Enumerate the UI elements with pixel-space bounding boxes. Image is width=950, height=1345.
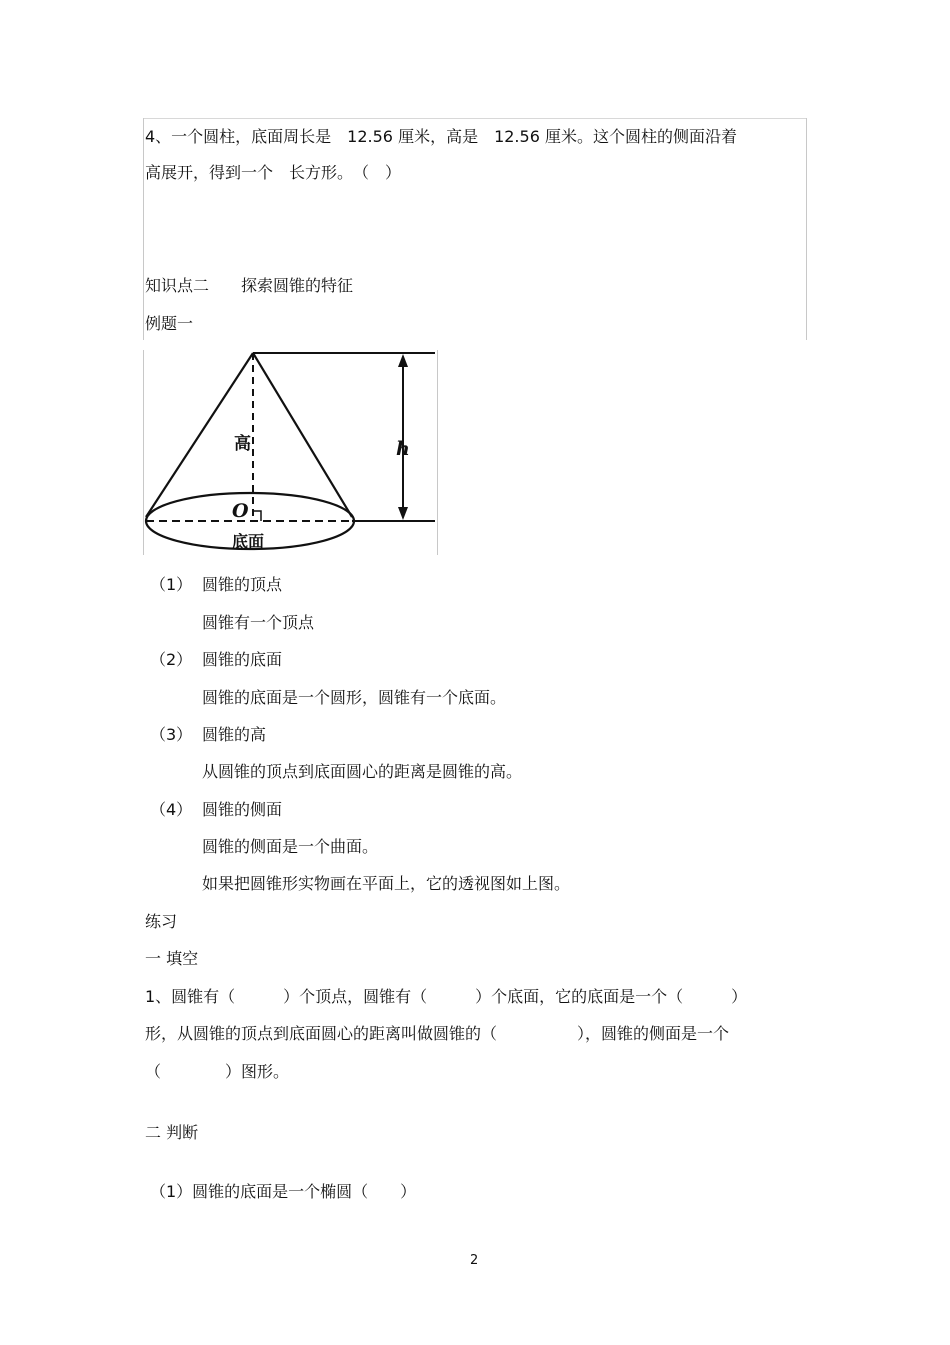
question-4-line-1: 4、一个圆柱，底面周长是 12.56 厘米，高是 12.56 厘米。这个圆柱的侧面沿着	[145, 127, 737, 146]
height-arrow-top	[398, 354, 408, 367]
feature-4-number: （4）	[150, 800, 193, 819]
question-4-line-2: 高展开，得到一个 长方形。 （ ）	[145, 163, 402, 182]
height-arrow-bottom	[398, 507, 408, 520]
center-o-label: O	[232, 500, 249, 522]
feature-1-number: （1）	[150, 575, 193, 594]
feature-3-number: （3）	[150, 725, 193, 744]
right-angle-mark	[253, 511, 261, 521]
feature-2-number: （2）	[150, 650, 193, 669]
base-label: 底面	[232, 532, 265, 551]
feature-4-desc: 圆锥的侧面是一个曲面。	[202, 837, 379, 856]
fill-in-heading: 一 填空	[145, 949, 199, 968]
feature-1-desc: 圆锥有一个顶点	[202, 613, 315, 632]
feature-4-desc-2: 如果把圆锥形实物画在平面上，它的透视图如上图。	[202, 874, 571, 893]
feature-3-title: 圆锥的高	[202, 725, 267, 744]
example-label: 例题一	[145, 314, 194, 333]
feature-4-title: 圆锥的侧面	[202, 800, 283, 819]
true-false-heading: 二 判断	[145, 1123, 199, 1142]
fill-question-1-line-1: 1、圆锥有（ ）个顶点，圆锥有（ ）个底面，它的底面是一个（ ）	[145, 987, 748, 1006]
feature-2-desc: 圆锥的底面是一个圆形，圆锥有一个底面。	[202, 688, 507, 707]
page-number: 2	[470, 1253, 479, 1268]
section-title: 知识点二 探索圆锥的特征	[145, 276, 354, 295]
fill-question-1-line-3: （ ）图形。	[145, 1062, 290, 1081]
fill-question-1-line-2: 形，从圆锥的顶点到底面圆心的距离叫做圆锥的（ ），圆锥的侧面是一个	[145, 1024, 730, 1043]
feature-1-title: 圆锥的顶点	[202, 575, 283, 594]
frame-right-border	[806, 118, 807, 340]
practice-title: 练习	[145, 912, 178, 931]
frame-top-border	[143, 118, 807, 119]
h-label: h	[396, 438, 410, 460]
cone-figure	[140, 345, 440, 560]
frame-left-border	[143, 118, 144, 340]
true-false-question-1: （1）圆锥的底面是一个椭圆（ ）	[150, 1182, 417, 1201]
height-label: 高	[234, 434, 251, 454]
feature-2-title: 圆锥的底面	[202, 650, 283, 669]
feature-3-desc: 从圆锥的顶点到底面圆心的距离是圆锥的高。	[202, 762, 523, 781]
